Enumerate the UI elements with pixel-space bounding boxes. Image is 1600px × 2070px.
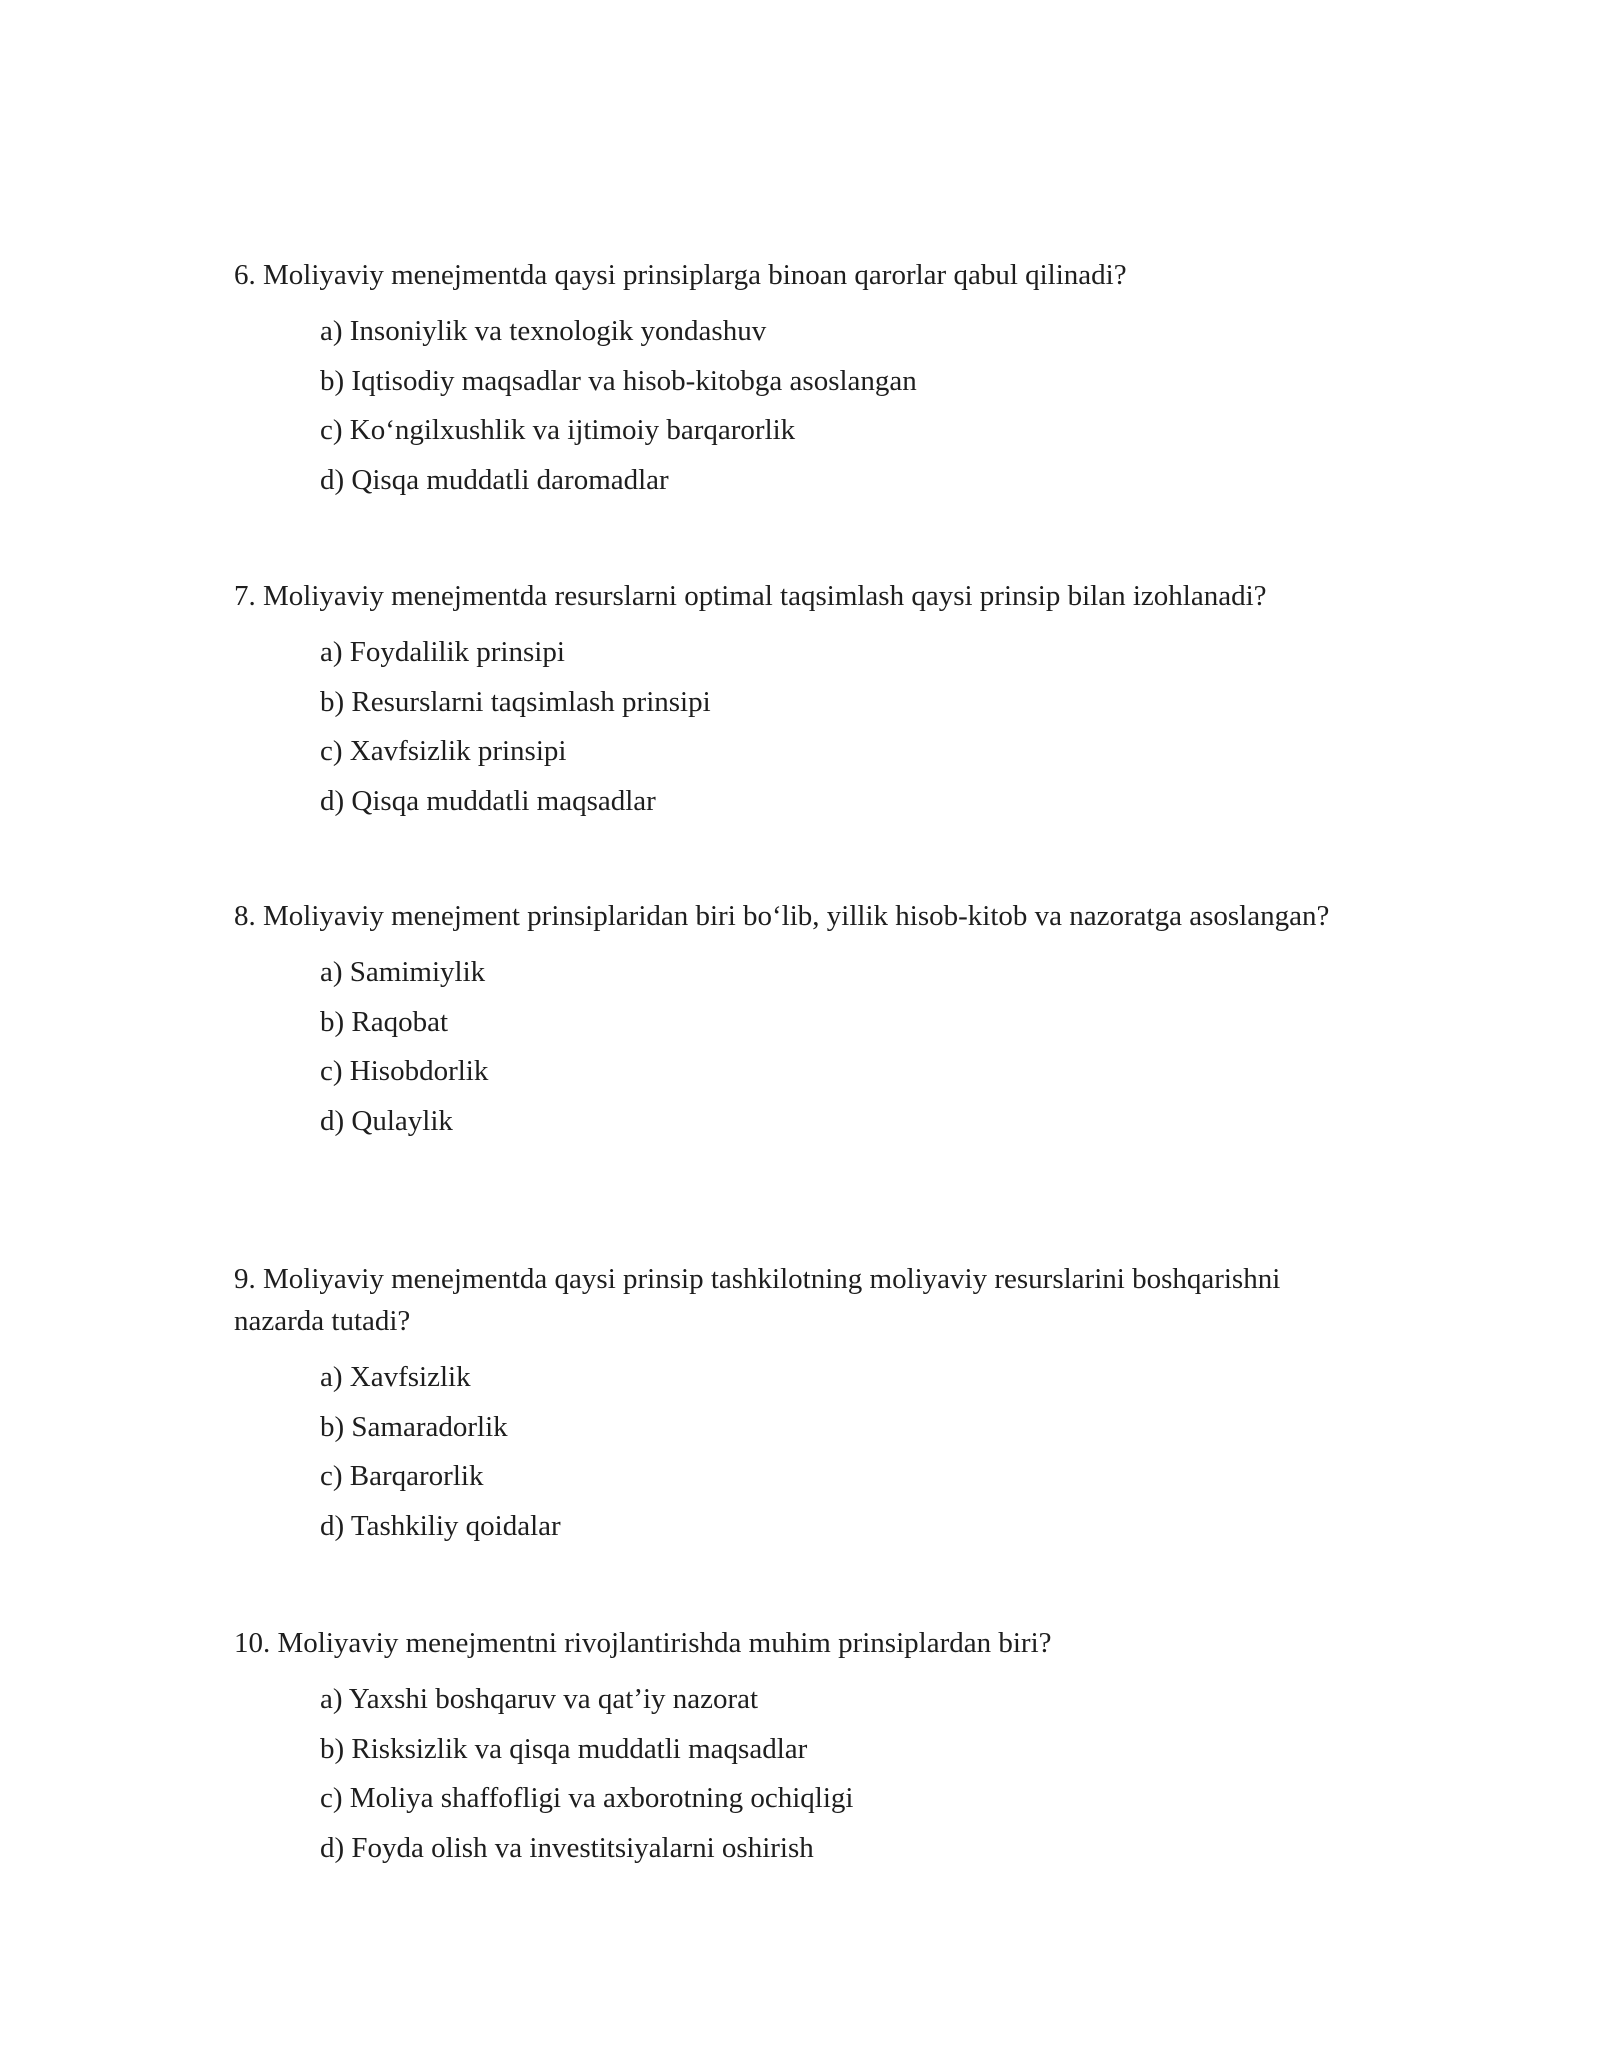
question-text: 6. Moliyaviy menejmentda qaysi prinsiplarga binoan qarorlar qabul qilinadi?: [234, 259, 1127, 291]
option-d: d) Qisqa muddatli maqsadlar: [320, 784, 656, 817]
option-b: b) Resurslarni taqsimlash prinsipi: [320, 685, 711, 718]
option-d: d) Qisqa muddatli daromadlar: [320, 463, 669, 496]
option-a: a) Foydalilik prinsipi: [320, 636, 565, 668]
question-text: 10. Moliyaviy menejmentni rivojlantirishda muhim prinsiplardan biri?: [234, 1627, 1052, 1659]
answer-options: [320, 1356, 1374, 1554]
option-c: c) Xavfsizlik prinsipi: [320, 735, 567, 767]
answer-options: [320, 951, 1374, 1149]
question-6: [234, 254, 1374, 508]
option-b: b) Raqobat: [320, 1005, 449, 1038]
question-text: 9. Moliyaviy menejmentda qaysi prinsip tashkilotning moliyaviy resurslarini boshqarishni nazarda tutadi?: [234, 1263, 1281, 1337]
question-10: [234, 1622, 1374, 1876]
option-a: a) Insoniylik va texnologik yondashuv: [320, 315, 767, 347]
option-c: c) Hisobdorlik: [320, 1055, 489, 1087]
answer-options: [320, 631, 1374, 829]
option-b: b) Iqtisodiy maqsadlar va hisob-kitobga asoslangan: [320, 364, 917, 397]
option-d: d) Qulaylik: [320, 1104, 453, 1137]
question-8: [234, 895, 1374, 1149]
option-a: a) Xavfsizlik: [320, 1361, 471, 1393]
question-text: 8. Moliyaviy menejment prinsiplaridan biri bo‘lib, yillik hisob-kitob va nazoratga asoslangan?: [234, 900, 1330, 932]
option-c: c) Barqarorlik: [320, 1460, 484, 1492]
question-9: [234, 1258, 1374, 1554]
answer-options: [320, 310, 1374, 508]
option-d: d) Foyda olish va investitsiyalarni oshirish: [320, 1831, 814, 1864]
option-c: c) Moliya shaffofligi va axborotning ochiqligi: [320, 1782, 854, 1814]
option-a: a) Yaxshi boshqaruv va qat’iy nazorat: [320, 1683, 759, 1715]
question-text: 7. Moliyaviy menejmentda resurslarni optimal taqsimlash qaysi prinsip bilan izohlanadi?: [234, 580, 1267, 612]
question-7: [234, 575, 1374, 829]
option-b: b) Risksizlik va qisqa muddatli maqsadlar: [320, 1732, 808, 1765]
option-b: b) Samaradorlik: [320, 1410, 508, 1443]
option-c: c) Ko‘ngilxushlik va ijtimoiy barqarorlik: [320, 414, 796, 446]
answer-options: [320, 1678, 1374, 1876]
option-d: d) Tashkiliy qoidalar: [320, 1509, 561, 1542]
option-a: a) Samimiylik: [320, 956, 486, 988]
